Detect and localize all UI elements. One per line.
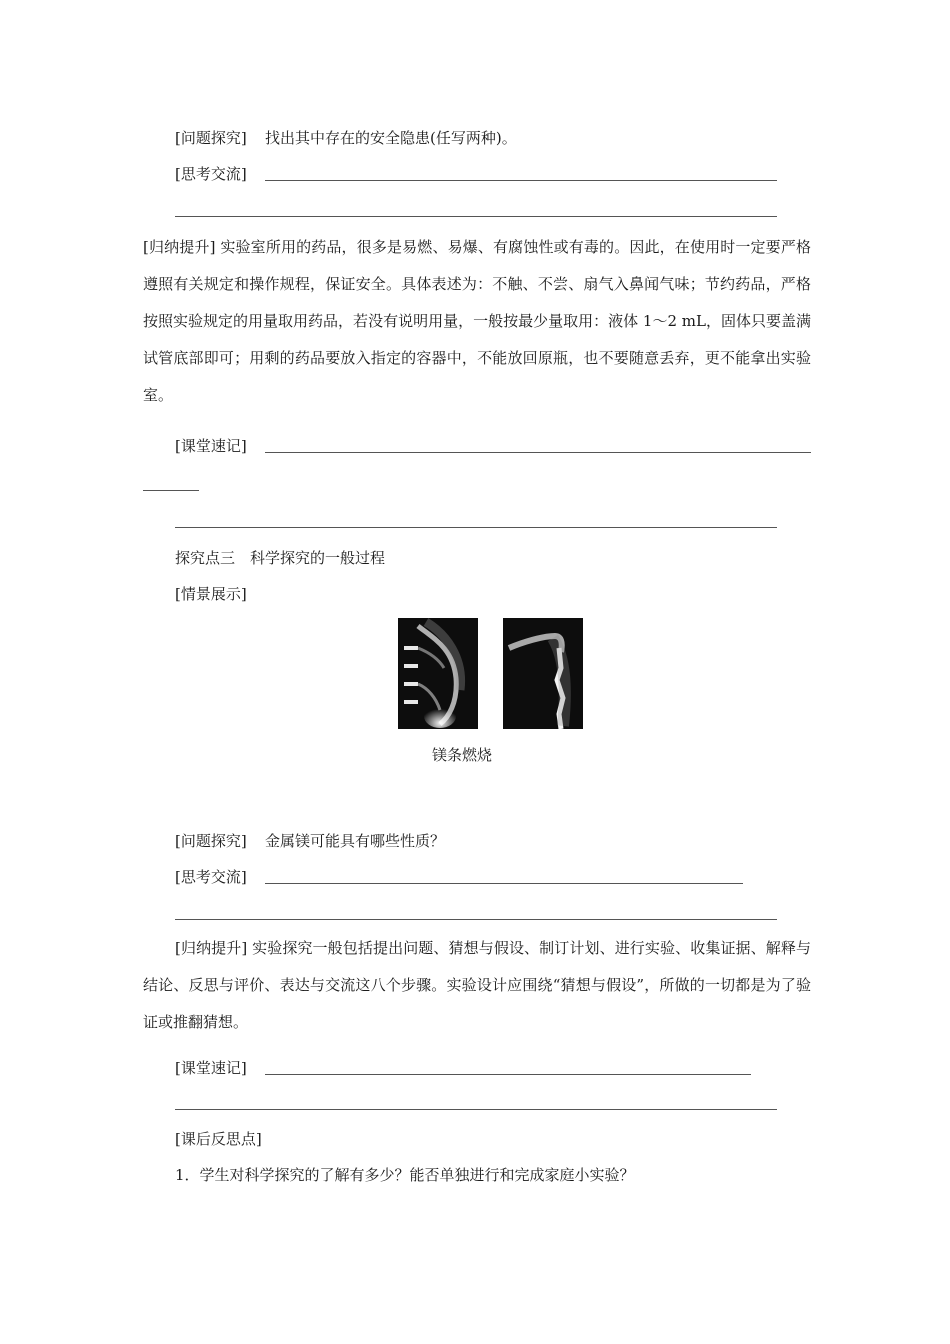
problem-label: [问题探究] <box>175 832 247 850</box>
problem-label: [问题探究] <box>175 129 247 147</box>
answer-blank-line[interactable] <box>265 883 743 884</box>
notes-label: [课堂速记] <box>175 437 247 455</box>
summary-label: [归纳提升] <box>143 238 216 256</box>
summary-label: [归纳提升] <box>175 939 248 957</box>
answer-blank-line[interactable] <box>175 216 777 217</box>
summary-text: 实验室所用的药品，很多是易燃、易爆、有腐蚀性或有毒的。因此，在使用时一定要严格遵照有关规定和操作规程，保证安全。具体表述为：不触、不尝、扇气入鼻闻气味；节约药品，严格按照实验规定的用量取用药品，若没有说明用量，一般按最少量取用：液体 1～2 mL，固体只要盖满试管底部即可；用剩的药品要放入指定的容器中，不能放回原瓶，也不要随意丢弃，更不能拿出实验室。 <box>143 238 811 404</box>
reflection-label: [课后反思点] <box>175 1130 262 1148</box>
reflection-item: 1．学生对科学探究的了解有多少？能否单独进行和完成家庭小实验？ <box>175 1166 635 1184</box>
summary-paragraph <box>143 930 811 1041</box>
notes-label: [课堂速记] <box>175 1059 247 1077</box>
notes-blank-line[interactable] <box>143 490 199 491</box>
scene-label: [情景展示] <box>175 585 247 603</box>
magnesium-burning-photo-2 <box>503 618 583 729</box>
answer-blank-line[interactable] <box>265 180 777 181</box>
notes-blank-line[interactable] <box>265 452 811 453</box>
problem-text: 找出其中存在的安全隐患(任写两种)。 <box>265 129 517 147</box>
answer-blank-line[interactable] <box>175 919 777 920</box>
summary-text: 实验探究一般包括提出问题、猜想与假设、制订计划、进行实验、收集证据、解释与结论、反思与评价、表达与交流这八个步骤。实验设计应围绕“猜想与假设”，所做的一切都是为了验证或推翻猜想。 <box>143 939 811 1031</box>
section-heading: 探究点三 科学探究的一般过程 <box>175 549 386 567</box>
think-label: [思考交流] <box>175 165 247 183</box>
notes-blank-line[interactable] <box>175 1109 777 1110</box>
notes-blank-line[interactable] <box>265 1074 751 1075</box>
figure-caption: 镁条燃烧 <box>432 746 493 764</box>
summary-paragraph <box>143 229 811 414</box>
think-label: [思考交流] <box>175 868 247 886</box>
notes-blank-line[interactable] <box>175 527 777 528</box>
magnesium-burning-photo-1 <box>398 618 478 729</box>
problem-text: 金属镁可能具有哪些性质？ <box>265 832 446 850</box>
